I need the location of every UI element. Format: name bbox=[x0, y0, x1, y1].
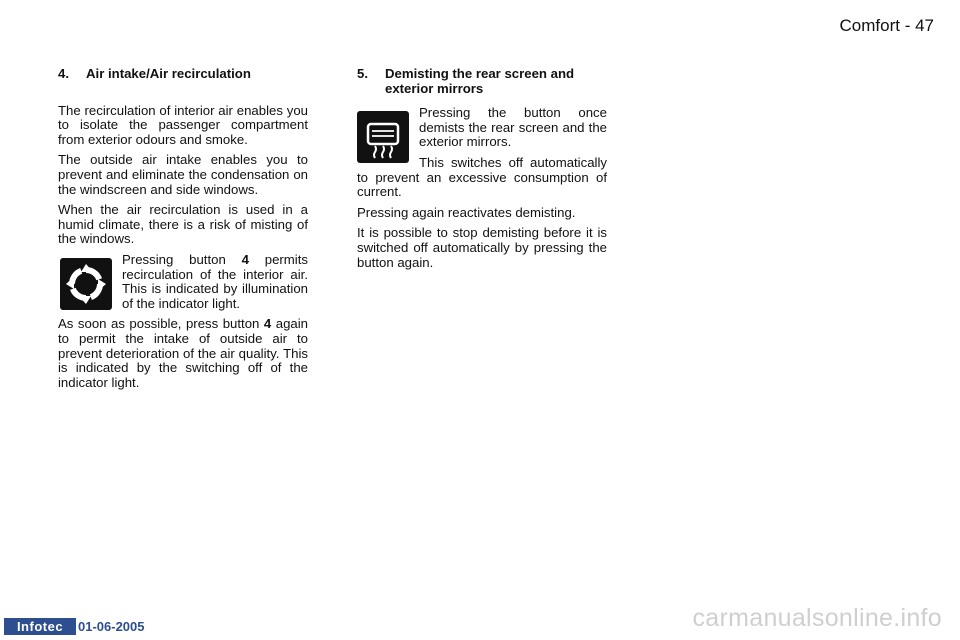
section-heading bbox=[357, 67, 607, 96]
section-title: Demisting the rear screen and exterior mirrors bbox=[385, 66, 575, 96]
page-header: Comfort - 47 bbox=[839, 16, 934, 35]
paragraph: Pressing the button once demists the rear screen and the exterior mirrors. bbox=[419, 106, 607, 150]
paragraph: As soon as possible, press button 4 again to permit the intake of outside air to prevent deterioration of the air quality. This is indicated by the switching off of the indicator light. bbox=[58, 316, 309, 390]
paragraph: It is possible to stop demisting before it is switched off automatically by pressing the button again. bbox=[357, 225, 607, 270]
paragraph: Pressing button 4 permits recirculation of the interior air. This is indicated by illumination of the indicator light. bbox=[122, 252, 308, 311]
air-recirculation-icon bbox=[60, 258, 112, 310]
figure-block bbox=[58, 253, 308, 317]
section-air-intake bbox=[58, 67, 308, 396]
paragraph: The recirculation of interior air enables you to isolate the passenger compartment from exterior odours and smoke. bbox=[58, 102, 308, 147]
section-demisting bbox=[357, 67, 607, 276]
paragraph: This switches off automatically to prevent an excessive consumption of current. bbox=[357, 154, 607, 200]
paragraph: When the air recirculation is used in a humid climate, there is a risk of misting of the windows. bbox=[58, 202, 308, 247]
footer-date: 01-06-2005 bbox=[78, 619, 145, 634]
figure-block bbox=[357, 106, 607, 206]
section-number: 5. bbox=[357, 66, 368, 81]
infotec-logo: Infotec bbox=[4, 618, 76, 635]
watermark: carmanualsonline.info bbox=[692, 604, 942, 632]
rear-demist-icon bbox=[357, 111, 409, 163]
section-number: 4. bbox=[58, 66, 69, 81]
paragraph: The outside air intake enables you to prevent and eliminate the condensation on the windscreen and side windows. bbox=[58, 152, 308, 197]
section-title: Air intake/Air recirculation bbox=[86, 66, 251, 81]
paragraph: Pressing again reactivates demisting. bbox=[357, 204, 576, 220]
section-heading bbox=[58, 67, 308, 82]
